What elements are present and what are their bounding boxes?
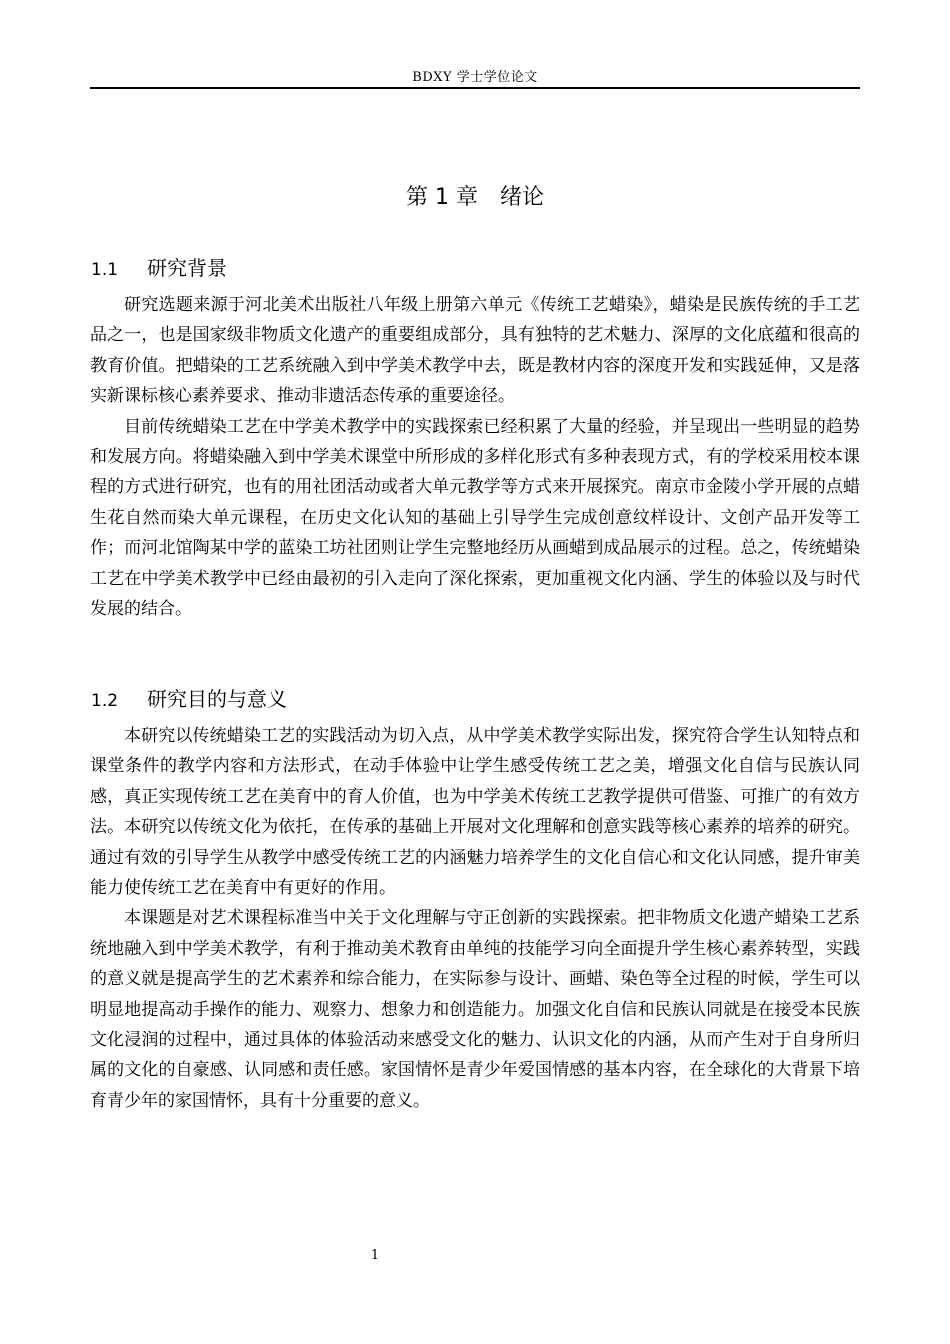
section-heading-1-1 <box>91 252 227 281</box>
header-rule <box>90 87 860 89</box>
section-number: 1.2 <box>91 691 119 711</box>
paragraph: 本课题是对艺术课程标准当中关于文化理解与守正创新的实践探索。把非物质文化遗产蜡染工艺系统地融入到中学美术教学，有利于推动美术教育由单纯的技能学习向全面提升学生核心素养转型，实践的意义就是提高学生的艺术素养和综合能力，在实际参与设计、画蜡、染色等全过程的时候，学生可以明显地提高动手操作的能力、观察力、想象力和创造能力。加强文化自信和民族认同就是在接受本民族文化浸润的过程中，通过具体的体验活动来感受文化的魅力、认识文化的内涵，从而产生对于自身所归属的文化的自豪感、认同感和责任感。家国情怀是青少年爱国情感的基本内容，在全球化的大背景下培育青少年的家国情怀，具有十分重要的意义。 <box>90 908 860 1111</box>
section-body-1-2 <box>90 721 860 1116</box>
page-number: 1 <box>370 1248 380 1263</box>
paragraph: 目前传统蜡染工艺在中学美术教学中的实践探索已经积累了大量的经验，并呈现出一些明显的趋势和发展方向。将蜡染融入到中学美术课堂中所形成的多样化形式有多种表现方式，有的学校采用校本课程的方式进行研究，也有的用社团活动或者大单元教学等方式来开展探究。南京市金陵小学开展的点蜡生花自然而染大单元课程，在历史文化认知的基础上引导学生完成创意纹样设计、文创产品开发等工作；而河北馆陶某中学的蓝染工坊社团则让学生完整地经历从画蜡到成品展示的过程。总之，传统蜡染工艺在中学美术教学中已经由最初的引入走向了深化探索，更加重视文化内涵、学生的体验以及与时代发展的结合。 <box>90 416 860 620</box>
section-title: 研究背景 <box>147 256 227 280</box>
section-title: 研究目的与意义 <box>147 687 287 711</box>
paragraph: 本研究以传统蜡染工艺的实践活动为切入点，从中学美术教学实际出发，探究符合学生认知特点和课堂条件的教学内容和方法形式，在动手体验中让学生感受传统工艺之美，增强文化自信与民族认同感，真正实现传统工艺在美育中的育人价值，也为中学美术传统工艺教学提供可借鉴、可推广的有效方法。本研究以传统文化为依托，在传承的基础上开展对文化理解和创意实践等核心素养的培养的研究。通过有效的引导学生从教学中感受传统工艺的内涵魅力培养学生的文化自信心和文化认同感，提升审美能力使传统工艺在美育中有更好的作用。 <box>90 726 860 899</box>
section-heading-1-2 <box>91 683 287 712</box>
paragraph: 研究选题来源于河北美术出版社八年级上册第六单元《传统工艺蜡染》，蜡染是民族传统的手工艺品之一，也是国家级非物质文化遗产的重要组成部分，具有独特的艺术魅力、深厚的文化底蕴和很高的教育价值。把蜡染的工艺系统融入到中学美术教学中去，既是教材内容的深度开发和实践延伸，又是落实新课标核心素养要求、推动非遗活态传承的重要途径。 <box>90 295 860 407</box>
section-number: 1.1 <box>91 260 119 280</box>
section-body-1-1 <box>90 290 860 624</box>
chapter-title: 第 1 章 绪论 <box>406 185 544 210</box>
running-header: BDXY 学士学位论文 <box>412 70 538 85</box>
